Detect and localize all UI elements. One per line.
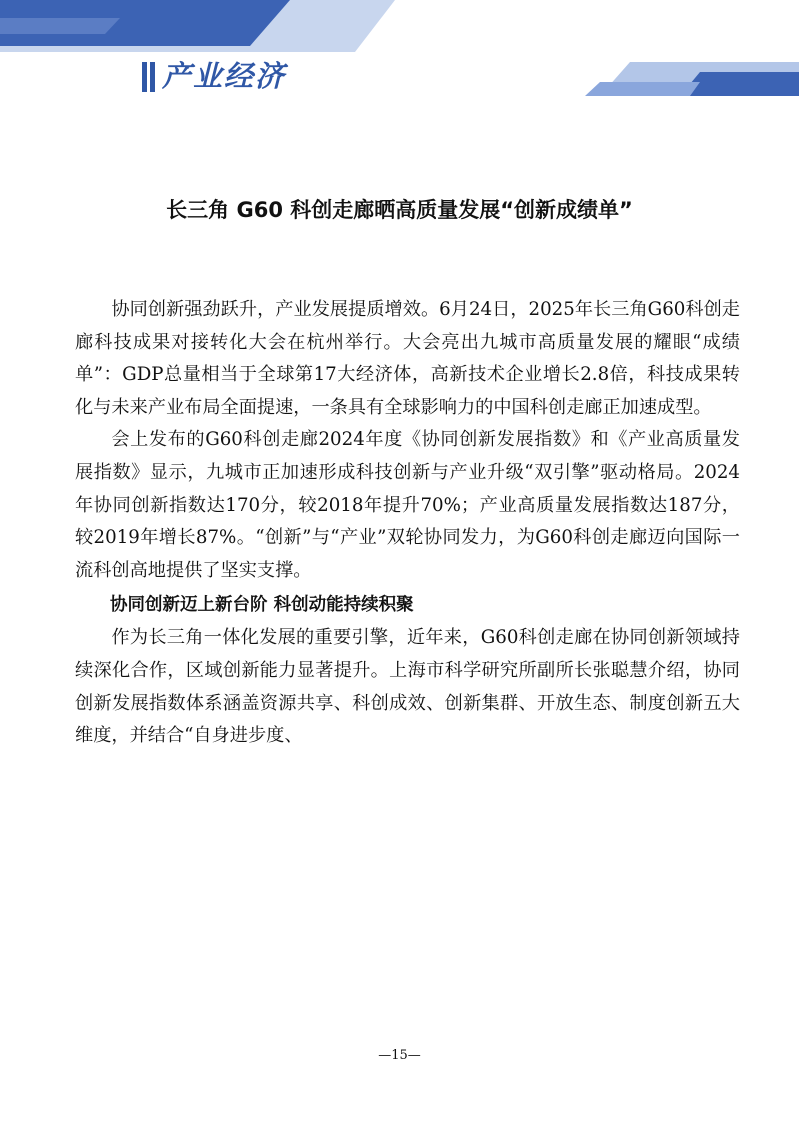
section-marker-bar-2 [150,62,155,92]
article-body [75,294,740,753]
subheading: 协同创新迈上新台阶 科创动能持续积聚 [110,595,414,616]
header-decoration [0,0,799,120]
section-label: 产业经济 [162,59,287,93]
section-marker-bar-1 [142,62,147,92]
paragraph-3: 作为长三角一体化发展的重要引擎，近年来，G60科创走廊在协同创新领域持续深化合作，区域创新能力显著提升。上海市科学研究所副所长张聪慧介绍，协同创新发展指数体系涵盖资源共享、科创成效、创新集群、开放生态、制度创新五大维度，并结合“自身进步度、 [75,627,740,747]
page-number: —15— [378,1048,421,1063]
top-left-pale-stripe [0,18,120,34]
paragraph-2: 会上发布的G60科创走廊2024年度《协同创新发展指数》和《产业高质量发展指数》显示，九城市正加速形成科技创新与产业升级“双引擎”驱动格局。2024年协同创新指数达170分，较2018年提升70%；产业高质量发展指数达187分，较2019年增长87%。“创新”与“产业”双轮协同发力，为G60科创走廊迈向国际一流科创高地提供了坚实支撑。 [75,429,740,581]
article-title: 长三角 G60 科创走廊晒高质量发展“创新成绩单” [166,198,633,222]
paragraph-1: 协同创新强劲跃升，产业发展提质增效。6月24日，2025年长三角G60科创走廊科技成果对接转化大会在杭州举行。大会亮出九城市高质量发展的耀眼“成绩单”：GDP总量相当于全球第17大经济体，高新技术企业增长2.8倍，科技成果转化与未来产业布局全面提速，一条具有全球影响力的中国科创走廊正加速成型。 [75,299,740,418]
right-pale-band [585,82,700,96]
